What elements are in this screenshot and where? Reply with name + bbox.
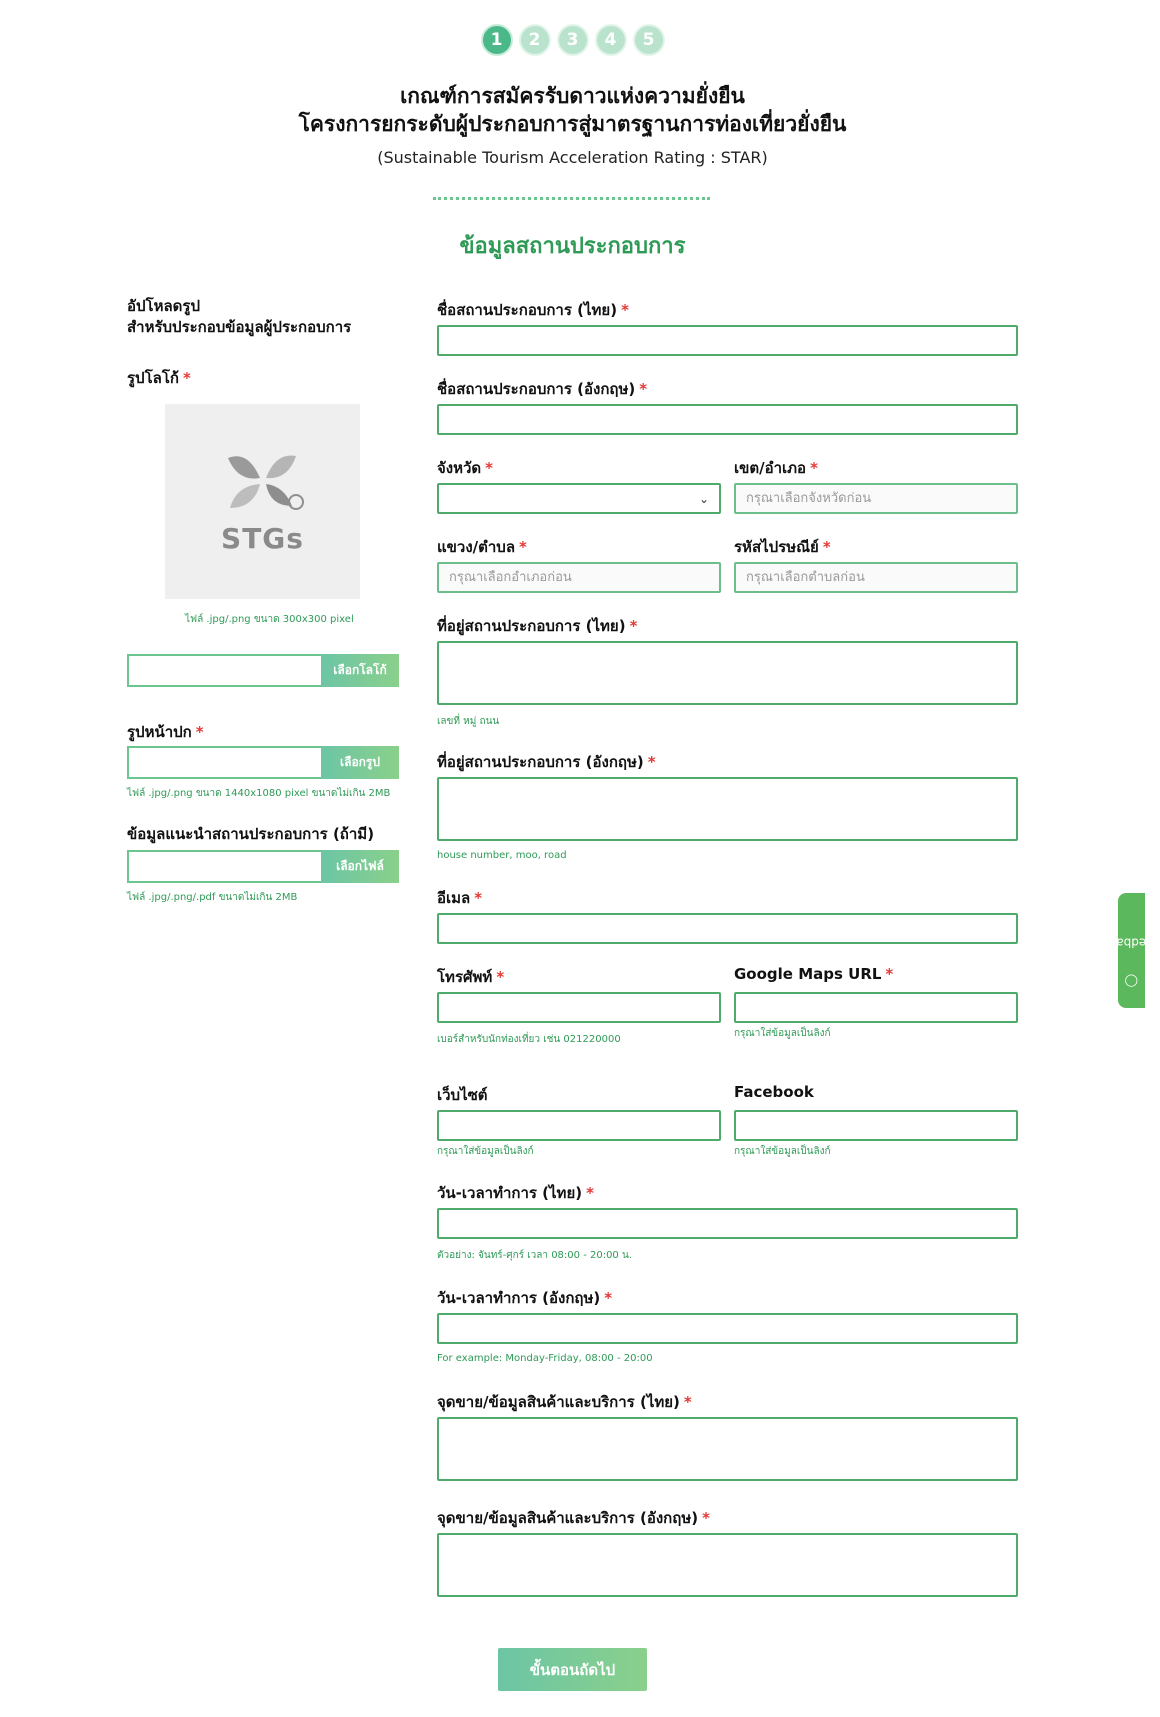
- step-1: 1: [481, 24, 513, 56]
- required-mark: *: [647, 753, 656, 771]
- step-2: 2: [519, 24, 551, 56]
- province-select[interactable]: [437, 483, 721, 514]
- required-mark: *: [474, 889, 483, 907]
- upload-title-line2: สำหรับประกอบข้อมูลผู้ประกอบการ: [127, 318, 352, 336]
- district-label-text: เขต/อำเภอ: [734, 459, 807, 477]
- required-mark: *: [496, 968, 505, 986]
- hours-th-input[interactable]: [437, 1208, 1018, 1239]
- intro-file-input[interactable]: [127, 850, 321, 883]
- cover-note: ไฟล์ .jpg/.png ขนาด 1440x1080 pixel ขนาดไม่เกิน 2MB: [127, 788, 391, 799]
- products-en-label: [437, 1506, 710, 1530]
- district-label: [734, 456, 818, 480]
- upload-title-line1: อัปโหลดรูป: [127, 297, 200, 315]
- address-th-label: [437, 614, 637, 638]
- hours-th-hint: ตัวอย่าง: จันทร์-ศุกร์ เวลา 08:00 - 20:00 น.: [437, 1250, 632, 1261]
- products-th-label: [437, 1390, 692, 1414]
- required-mark: *: [683, 1393, 692, 1411]
- logo-label-text: รูปโลโก้: [127, 369, 179, 387]
- website-input[interactable]: [437, 1110, 721, 1141]
- step-5: 5: [633, 24, 665, 56]
- logo-file-input[interactable]: [127, 654, 321, 687]
- website-label: เว็บไซต์: [437, 1086, 488, 1104]
- hours-en-hint: For example: Monday-Friday, 08:00 - 20:00: [437, 1353, 653, 1364]
- facebook-label: Facebook: [734, 1083, 814, 1101]
- address-th-textarea[interactable]: [437, 641, 1018, 705]
- hours-th-label: [437, 1181, 594, 1205]
- hours-th-label-text: วัน-เวลาทำการ (ไทย): [437, 1184, 583, 1202]
- name-th-input[interactable]: [437, 325, 1018, 356]
- required-mark: *: [604, 1289, 613, 1307]
- required-mark: *: [182, 369, 191, 387]
- required-mark: *: [810, 459, 818, 477]
- upload-title: [127, 296, 399, 338]
- products-en-textarea[interactable]: [437, 1533, 1018, 1597]
- page-title-line1: เกณฑ์การสมัครรับดาวแห่งความยั่งยืน: [400, 84, 745, 108]
- intro-upload: [127, 850, 399, 883]
- phone-label: [437, 965, 504, 989]
- name-en-label: [437, 377, 647, 401]
- logo-upload: [127, 654, 399, 687]
- email-input[interactable]: [437, 913, 1018, 944]
- section-title: ข้อมูลสถานประกอบการ: [459, 234, 686, 259]
- hours-en-label-text: วัน-เวลาทำการ (อังกฤษ): [437, 1289, 601, 1307]
- district-select[interactable]: [734, 483, 1018, 514]
- postcode-label: [734, 535, 831, 559]
- logo-label: [127, 366, 191, 390]
- step-indicator: [0, 24, 1145, 56]
- required-mark: *: [822, 538, 831, 556]
- maps-url-input[interactable]: [734, 992, 1018, 1023]
- choose-logo-button[interactable]: เลือกโลโก้: [321, 654, 399, 687]
- subdistrict-label: [437, 535, 527, 559]
- required-mark: *: [885, 965, 894, 983]
- required-mark: *: [639, 380, 648, 398]
- next-step-button[interactable]: ขั้นตอนถัดไป: [498, 1648, 647, 1691]
- step-4: 4: [595, 24, 627, 56]
- email-label: [437, 886, 482, 910]
- feedback-tab-content: [1102, 913, 1160, 989]
- email-label-text: อีเมล: [437, 889, 471, 907]
- products-th-textarea[interactable]: [437, 1417, 1018, 1481]
- maps-label: [734, 965, 893, 983]
- required-mark: *: [629, 617, 638, 635]
- required-mark: *: [702, 1509, 710, 1527]
- cover-file-input[interactable]: [127, 746, 321, 779]
- cover-label-text: รูปหน้าปก: [127, 723, 192, 741]
- page-title: [0, 82, 1145, 138]
- products-th-label-text: จุดขาย/ข้อมูลสินค้าและบริการ (ไทย): [437, 1393, 680, 1411]
- logo-note: ไฟล์ .jpg/.png ขนาด 300x300 pixel: [185, 614, 354, 625]
- page-title-line2: โครงการยกระดับผู้ประกอบการสู่มาตรฐานการท่องเที่ยวยั่งยืน: [298, 112, 847, 136]
- province-label: [437, 456, 493, 480]
- cover-label: [127, 720, 204, 744]
- maps-label-text: Google Maps URL: [734, 965, 882, 983]
- intro-label: ข้อมูลแนะนำสถานประกอบการ (ถ้ามี): [127, 825, 375, 843]
- address-en-textarea[interactable]: [437, 777, 1018, 841]
- required-mark: *: [586, 1184, 594, 1202]
- chat-icon: ◯: [1124, 974, 1139, 989]
- subdistrict-label-text: แขวง/ตำบล: [437, 538, 516, 556]
- chevron-down-icon: ⌄: [698, 492, 709, 506]
- subdistrict-select[interactable]: [437, 562, 721, 593]
- phone-input[interactable]: [437, 992, 721, 1023]
- name-en-label-text: ชื่อสถานประกอบการ (อังกฤษ): [437, 380, 636, 398]
- choose-file-button[interactable]: เลือกไฟล์: [321, 850, 399, 883]
- hours-en-label: [437, 1286, 612, 1310]
- required-mark: *: [485, 459, 494, 477]
- logo-text: STGs: [221, 522, 304, 555]
- maps-hint: กรุณาใส่ข้อมูลเป็นลิงก์: [734, 1028, 831, 1039]
- step-3: 3: [557, 24, 589, 56]
- dotted-divider: [433, 197, 710, 200]
- facebook-hint: กรุณาใส่ข้อมูลเป็นลิงก์: [734, 1146, 831, 1157]
- facebook-input[interactable]: [734, 1110, 1018, 1141]
- name-en-input[interactable]: [437, 404, 1018, 435]
- address-th-label-text: ที่อยู่สถานประกอบการ (ไทย): [437, 617, 626, 635]
- choose-cover-button[interactable]: เลือกรูป: [321, 746, 399, 779]
- upload-panel: [127, 296, 399, 916]
- website-hint: กรุณาใส่ข้อมูลเป็นลิงก์: [437, 1146, 534, 1157]
- required-mark: *: [621, 301, 629, 319]
- intro-note: ไฟล์ .jpg/.png/.pdf ขนาดไม่เกิน 2MB: [127, 892, 298, 903]
- logo-preview: [165, 404, 360, 599]
- hours-en-input[interactable]: [437, 1313, 1018, 1344]
- page-subtitle: (Sustainable Tourism Acceleration Rating : STAR): [377, 148, 768, 167]
- postcode-select[interactable]: [734, 562, 1018, 593]
- leaf-logo-icon: [218, 448, 308, 518]
- feedback-tab[interactable]: [1102, 893, 1160, 1008]
- required-mark: *: [195, 723, 204, 741]
- postcode-label-text: รหัสไปรษณีย์: [734, 538, 819, 556]
- name-th-label: [437, 298, 629, 322]
- required-mark: *: [519, 538, 527, 556]
- address-en-label-text: ที่อยู่สถานประกอบการ (อังกฤษ): [437, 753, 644, 771]
- phone-hint: เบอร์สำหรับนักท่องเที่ยว เช่น 021220000: [437, 1034, 621, 1045]
- feedback-label: Feedback: [1102, 934, 1160, 949]
- province-label-text: จังหวัด: [437, 459, 482, 477]
- address-th-hint: เลขที่ หมู่ ถนน: [437, 716, 500, 727]
- address-en-hint: house number, moo, road: [437, 850, 567, 861]
- cover-upload: [127, 746, 399, 779]
- address-en-label: [437, 750, 656, 774]
- name-th-label-text: ชื่อสถานประกอบการ (ไทย): [437, 301, 618, 319]
- products-en-label-text: จุดขาย/ข้อมูลสินค้าและบริการ (อังกฤษ): [437, 1509, 699, 1527]
- phone-label-text: โทรศัพท์: [437, 968, 493, 986]
